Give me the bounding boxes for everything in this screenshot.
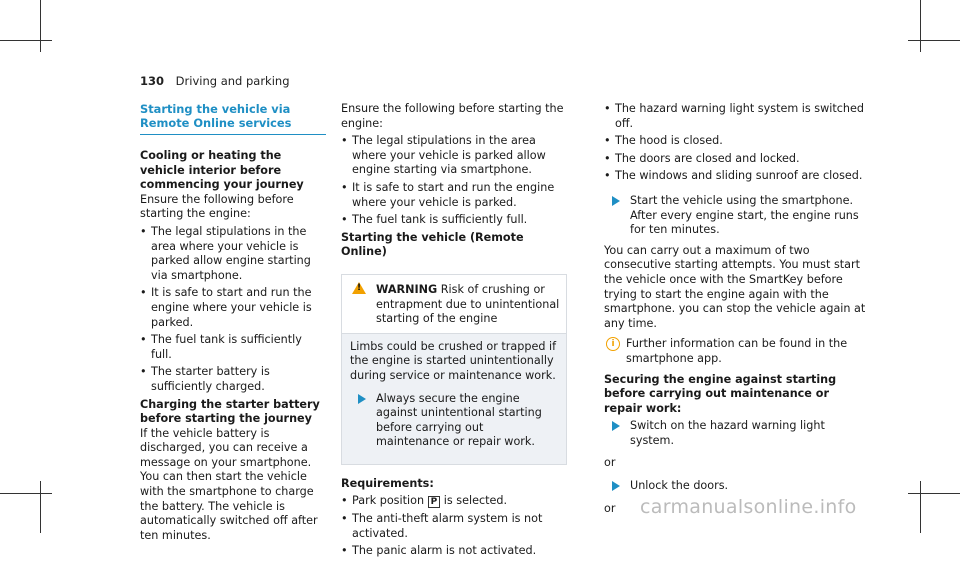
or-text: or	[604, 456, 616, 470]
section-heading: Starting the vehicle via Remote Online services	[140, 102, 326, 135]
instruction-step	[604, 479, 866, 494]
intro-text: Ensure the following before starting the engine:	[140, 192, 294, 221]
warning-title: Risk of crushing or entrapment due to unintentional starting of the engine	[376, 282, 560, 326]
list-item: • The legal stipulations in the area where your vehicle is parked allow engine starting via smartphone.	[140, 225, 326, 283]
subheading-charging: Charging the starter battery before starting the journey	[140, 397, 320, 426]
instruction-step	[604, 419, 866, 448]
crop-mark	[0, 493, 52, 494]
step-text: Always secure the engine against unintentional starting before carrying out maintenance or repair work.	[376, 391, 542, 449]
crop-mark	[40, 0, 41, 52]
warning-step	[350, 392, 558, 450]
subheading-securing: Securing the engine against starting before carrying out maintenance or repair work:	[604, 372, 837, 415]
page-header	[140, 74, 290, 89]
step-arrow-icon	[358, 394, 366, 404]
list-item: • The hazard warning light system is switched off.	[604, 102, 866, 131]
list-item: • The fuel tank is sufficiently full.	[140, 333, 326, 362]
conditions-list	[140, 225, 326, 395]
crop-mark	[908, 40, 960, 41]
conditions-list	[604, 102, 866, 184]
crop-mark	[0, 40, 52, 41]
step-text: Unlock the doors.	[630, 479, 729, 493]
warning-label: WARNING	[376, 282, 438, 296]
list-item	[341, 494, 567, 509]
req-text: Park position	[352, 494, 425, 508]
crop-mark	[920, 0, 921, 52]
crop-mark	[40, 481, 41, 533]
step-arrow-icon	[612, 481, 620, 491]
warning-body	[342, 333, 566, 464]
list-item: • It is safe to start and run the engine where your vehicle is parked.	[341, 181, 567, 210]
subheading-cooling: Cooling or heating the vehicle interior before commencing your journey	[140, 149, 304, 192]
tip-text: Further information can be found in the smartphone app.	[626, 337, 848, 365]
step-text: Switch on the hazard warning light system.	[630, 419, 825, 447]
list-item: • The doors are closed and locked.	[604, 152, 866, 167]
conditions-list	[341, 134, 567, 228]
warning-header	[342, 275, 566, 333]
list-item: • The windows and sliding sunroof are closed.	[604, 169, 866, 184]
column-1	[140, 102, 326, 543]
intro-text: Ensure the following before starting the engine:	[341, 102, 564, 130]
warning-text: Limbs could be crushed or trapped if the engine is started unintentionally during service or maintenance work.	[350, 339, 557, 382]
page-number: 130	[140, 74, 165, 88]
subheading-starting: Starting the vehicle (Remote Online)	[341, 230, 524, 259]
list-item: • The anti-theft alarm system is not activated.	[341, 512, 567, 541]
crop-mark	[920, 481, 921, 533]
warning-box	[341, 274, 567, 465]
crop-mark	[908, 493, 960, 494]
step-arrow-icon	[612, 196, 620, 206]
list-item: • It is safe to start and run the engine where your vehicle is parked.	[140, 286, 326, 330]
column-3	[604, 102, 866, 522]
warning-triangle-icon	[352, 282, 366, 294]
list-item: • The legal stipulations in the area where your vehicle is parked allow engine starting via smartphone.	[341, 134, 567, 178]
list-item: • The fuel tank is sufficiently full.	[341, 213, 567, 228]
step-text: Start the vehicle using the smartphone. After every engine start, the engine runs for ten minutes.	[630, 193, 859, 237]
requirements-list	[341, 494, 567, 558]
req-text: is selected.	[443, 494, 508, 508]
info-icon: i	[606, 337, 620, 351]
list-item: • The panic alarm is not activated.	[341, 544, 567, 559]
requirements-label: Requirements:	[341, 476, 434, 490]
column-2	[341, 102, 567, 562]
instruction-step	[604, 194, 866, 238]
list-item: • The starter battery is sufficiently charged.	[140, 365, 326, 394]
step-arrow-icon	[612, 421, 620, 431]
list-item: • The hood is closed.	[604, 134, 866, 149]
watermark: carmanualsonline.info	[640, 496, 857, 518]
charging-paragraph: If the vehicle battery is discharged, you can receive a message on your smartphone. You can then start the vehicle with the smartphone to charge the battery. The vehicle is automatically switched off after ten minutes.	[140, 426, 318, 542]
tip-note	[604, 337, 866, 366]
attempts-paragraph: You can carry out a maximum of two consecutive starting attempts. You must start the vehicle once with the SmartKey before trying to start the engine again with the smartphone. you can stop the vehicle again at any time.	[604, 243, 866, 330]
park-position-icon: P	[428, 496, 441, 508]
section-title: Driving and parking	[175, 74, 290, 88]
or-text: or	[604, 501, 616, 515]
